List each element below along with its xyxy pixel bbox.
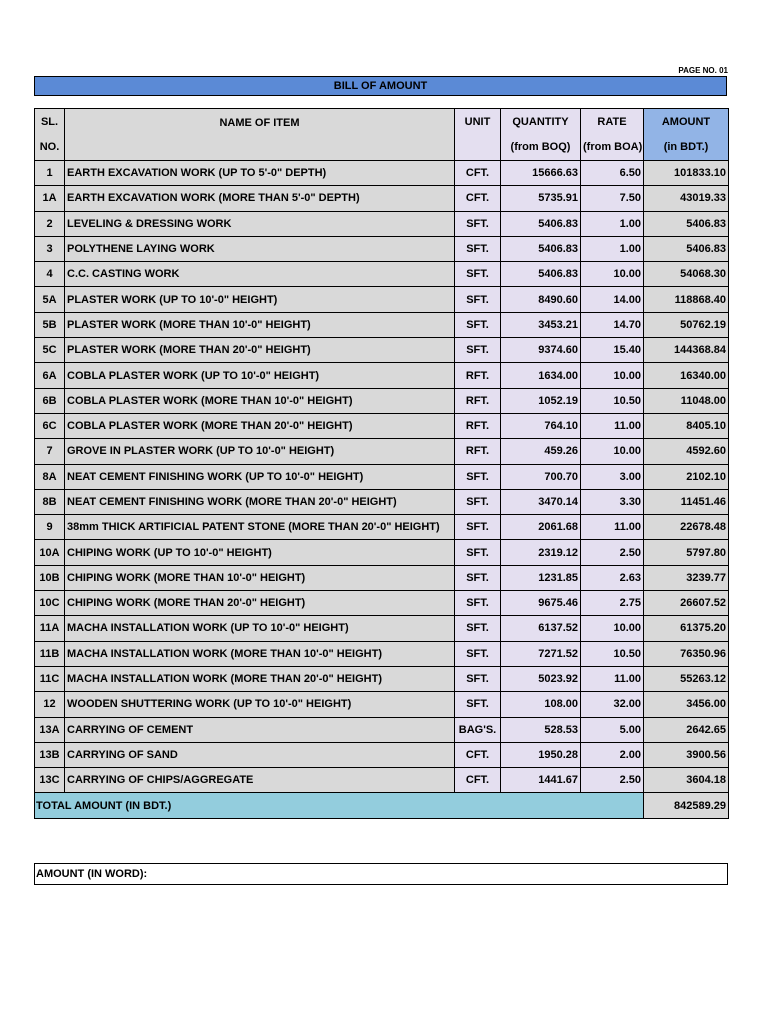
table-row xyxy=(35,211,729,236)
row-rate: 14.00 xyxy=(581,287,644,312)
row-quantity: 1950.28 xyxy=(501,742,581,767)
row-item-name: PLASTER WORK (MORE THAN 20'-0" HEIGHT) xyxy=(65,338,455,363)
row-item-name: LEVELING & DRESSING WORK xyxy=(65,211,455,236)
row-sl-no: 5B xyxy=(35,312,65,337)
row-amount: 4592.60 xyxy=(644,439,729,464)
row-sl-no: 11B xyxy=(35,641,65,666)
row-rate: 11.00 xyxy=(581,413,644,438)
row-sl-no: 1 xyxy=(35,161,65,186)
row-rate: 3.00 xyxy=(581,464,644,489)
row-amount: 101833.10 xyxy=(644,161,729,186)
header-unit: UNIT xyxy=(455,109,501,135)
table-row xyxy=(35,692,729,717)
row-rate: 32.00 xyxy=(581,692,644,717)
row-item-name: EARTH EXCAVATION WORK (MORE THAN 5'-0" DEPTH) xyxy=(65,186,455,211)
row-item-name: PLASTER WORK (UP TO 10'-0" HEIGHT) xyxy=(65,287,455,312)
table-row xyxy=(35,388,729,413)
row-quantity: 9675.46 xyxy=(501,591,581,616)
row-item-name: 38mm THICK ARTIFICIAL PATENT STONE (MORE THAN 20'-0" HEIGHT) xyxy=(65,515,455,540)
header-rate-sub: (from BOA) xyxy=(581,135,644,161)
row-sl-no: 5C xyxy=(35,338,65,363)
row-sl-no: 7 xyxy=(35,439,65,464)
row-item-name: CARRYING OF CEMENT xyxy=(65,717,455,742)
row-quantity: 8490.60 xyxy=(501,287,581,312)
row-unit: SFT. xyxy=(455,616,501,641)
row-quantity: 5023.92 xyxy=(501,666,581,691)
row-unit: CFT. xyxy=(455,742,501,767)
row-quantity: 2061.68 xyxy=(501,515,581,540)
row-unit: SFT. xyxy=(455,565,501,590)
row-sl-no: 6B xyxy=(35,388,65,413)
row-sl-no: 11A xyxy=(35,616,65,641)
row-item-name: MACHA INSTALLATION WORK (MORE THAN 10'-0" HEIGHT) xyxy=(65,641,455,666)
row-quantity: 108.00 xyxy=(501,692,581,717)
row-item-name: CHIPING WORK (UP TO 10'-0" HEIGHT) xyxy=(65,540,455,565)
row-unit: SFT. xyxy=(455,464,501,489)
row-quantity: 1441.67 xyxy=(501,768,581,793)
table-row xyxy=(35,742,729,767)
table-row xyxy=(35,161,729,186)
row-quantity: 1231.85 xyxy=(501,565,581,590)
row-unit: SFT. xyxy=(455,236,501,261)
row-amount: 2642.65 xyxy=(644,717,729,742)
row-quantity: 459.26 xyxy=(501,439,581,464)
row-item-name: WOODEN SHUTTERING WORK (UP TO 10'-0" HEIGHT) xyxy=(65,692,455,717)
table-row xyxy=(35,616,729,641)
row-quantity: 9374.60 xyxy=(501,338,581,363)
row-quantity: 3453.21 xyxy=(501,312,581,337)
table-row xyxy=(35,489,729,514)
row-unit: SFT. xyxy=(455,666,501,691)
row-rate: 2.63 xyxy=(581,565,644,590)
row-item-name: PLASTER WORK (MORE THAN 10'-0" HEIGHT) xyxy=(65,312,455,337)
row-item-name: NEAT CEMENT FINISHING WORK (UP TO 10'-0" HEIGHT) xyxy=(65,464,455,489)
table-row xyxy=(35,515,729,540)
row-rate: 1.00 xyxy=(581,211,644,236)
row-unit: RFT. xyxy=(455,388,501,413)
row-amount: 54068.30 xyxy=(644,262,729,287)
header-quantity-sub: (from BOQ) xyxy=(501,135,581,161)
row-item-name: CHIPING WORK (MORE THAN 20'-0" HEIGHT) xyxy=(65,591,455,616)
table-row xyxy=(35,717,729,742)
row-amount: 11048.00 xyxy=(644,388,729,413)
row-rate: 3.30 xyxy=(581,489,644,514)
row-item-name: NEAT CEMENT FINISHING WORK (MORE THAN 20'-0" HEIGHT) xyxy=(65,489,455,514)
row-item-name: COBLA PLASTER WORK (UP TO 10'-0" HEIGHT) xyxy=(65,363,455,388)
table-row xyxy=(35,666,729,691)
row-unit: CFT. xyxy=(455,186,501,211)
row-amount: 3604.18 xyxy=(644,768,729,793)
row-sl-no: 13B xyxy=(35,742,65,767)
total-row xyxy=(35,793,729,819)
bill-table xyxy=(34,108,729,819)
table-row xyxy=(35,591,729,616)
row-amount: 3900.56 xyxy=(644,742,729,767)
row-amount: 61375.20 xyxy=(644,616,729,641)
row-amount: 11451.46 xyxy=(644,489,729,514)
row-amount: 22678.48 xyxy=(644,515,729,540)
row-item-name: COBLA PLASTER WORK (MORE THAN 20'-0" HEIGHT) xyxy=(65,413,455,438)
row-unit: SFT. xyxy=(455,211,501,236)
row-rate: 10.00 xyxy=(581,616,644,641)
row-unit: SFT. xyxy=(455,287,501,312)
row-rate: 15.40 xyxy=(581,338,644,363)
header-row-1 xyxy=(35,109,729,135)
row-sl-no: 11C xyxy=(35,666,65,691)
page-number: PAGE NO. 01 xyxy=(678,66,728,75)
header-rate: RATE xyxy=(581,109,644,135)
amount-in-word[interactable]: AMOUNT (IN WORD): xyxy=(34,863,728,885)
row-quantity: 700.70 xyxy=(501,464,581,489)
row-rate: 5.00 xyxy=(581,717,644,742)
row-unit: SFT. xyxy=(455,692,501,717)
row-rate: 2.50 xyxy=(581,540,644,565)
row-quantity: 6137.52 xyxy=(501,616,581,641)
row-sl-no: 13A xyxy=(35,717,65,742)
header-sl: SL. xyxy=(35,109,65,135)
row-unit: SFT. xyxy=(455,515,501,540)
row-quantity: 1052.19 xyxy=(501,388,581,413)
table-row xyxy=(35,186,729,211)
row-sl-no: 1A xyxy=(35,186,65,211)
document-title: BILL OF AMOUNT xyxy=(34,76,727,96)
total-label: TOTAL AMOUNT (IN BDT.) xyxy=(35,793,644,819)
row-unit: SFT. xyxy=(455,540,501,565)
row-sl-no: 10C xyxy=(35,591,65,616)
row-quantity: 528.53 xyxy=(501,717,581,742)
table-row xyxy=(35,312,729,337)
row-amount: 43019.33 xyxy=(644,186,729,211)
header-unit-sub xyxy=(455,135,501,161)
row-rate: 2.00 xyxy=(581,742,644,767)
row-sl-no: 6A xyxy=(35,363,65,388)
row-amount: 16340.00 xyxy=(644,363,729,388)
row-unit: RFT. xyxy=(455,439,501,464)
row-item-name: CHIPING WORK (MORE THAN 10'-0" HEIGHT) xyxy=(65,565,455,590)
row-unit: SFT. xyxy=(455,641,501,666)
row-sl-no: 12 xyxy=(35,692,65,717)
row-amount: 5797.80 xyxy=(644,540,729,565)
row-quantity: 5735.91 xyxy=(501,186,581,211)
row-item-name: CARRYING OF CHIPS/AGGREGATE xyxy=(65,768,455,793)
row-sl-no: 10A xyxy=(35,540,65,565)
row-item-name: CARRYING OF SAND xyxy=(65,742,455,767)
row-amount: 5406.83 xyxy=(644,211,729,236)
row-rate: 7.50 xyxy=(581,186,644,211)
row-rate: 10.50 xyxy=(581,388,644,413)
table-row xyxy=(35,287,729,312)
row-rate: 11.00 xyxy=(581,666,644,691)
row-amount: 144368.84 xyxy=(644,338,729,363)
row-item-name: C.C. CASTING WORK xyxy=(65,262,455,287)
table-row xyxy=(35,262,729,287)
row-quantity: 1634.00 xyxy=(501,363,581,388)
header-amount-sub: (in BDT.) xyxy=(644,135,729,161)
table-row xyxy=(35,236,729,261)
row-rate: 10.00 xyxy=(581,262,644,287)
table-row xyxy=(35,413,729,438)
row-rate: 6.50 xyxy=(581,161,644,186)
row-quantity: 764.10 xyxy=(501,413,581,438)
row-rate: 10.50 xyxy=(581,641,644,666)
row-sl-no: 6C xyxy=(35,413,65,438)
row-rate: 10.00 xyxy=(581,363,644,388)
row-quantity: 5406.83 xyxy=(501,262,581,287)
table-row xyxy=(35,464,729,489)
table-row xyxy=(35,540,729,565)
row-unit: SFT. xyxy=(455,591,501,616)
row-sl-no: 9 xyxy=(35,515,65,540)
row-amount: 50762.19 xyxy=(644,312,729,337)
row-unit: BAG'S. xyxy=(455,717,501,742)
table-row xyxy=(35,338,729,363)
row-unit: SFT. xyxy=(455,312,501,337)
row-rate: 14.70 xyxy=(581,312,644,337)
table-row xyxy=(35,768,729,793)
row-unit: SFT. xyxy=(455,262,501,287)
header-sl-no: NO. xyxy=(35,135,65,161)
row-item-name: EARTH EXCAVATION WORK (UP TO 5'-0" DEPTH) xyxy=(65,161,455,186)
table-row xyxy=(35,565,729,590)
row-sl-no: 4 xyxy=(35,262,65,287)
row-amount: 55263.12 xyxy=(644,666,729,691)
row-sl-no: 2 xyxy=(35,211,65,236)
header-quantity: QUANTITY xyxy=(501,109,581,135)
row-amount: 8405.10 xyxy=(644,413,729,438)
row-quantity: 5406.83 xyxy=(501,211,581,236)
row-rate: 1.00 xyxy=(581,236,644,261)
header-name: NAME OF ITEM xyxy=(65,109,455,161)
row-sl-no: 8A xyxy=(35,464,65,489)
row-sl-no: 5A xyxy=(35,287,65,312)
row-amount: 3456.00 xyxy=(644,692,729,717)
row-rate: 11.00 xyxy=(581,515,644,540)
row-unit: SFT. xyxy=(455,338,501,363)
row-amount: 2102.10 xyxy=(644,464,729,489)
row-unit: CFT. xyxy=(455,768,501,793)
row-quantity: 2319.12 xyxy=(501,540,581,565)
row-sl-no: 13C xyxy=(35,768,65,793)
row-unit: RFT. xyxy=(455,413,501,438)
row-amount: 26607.52 xyxy=(644,591,729,616)
table-row xyxy=(35,363,729,388)
row-sl-no: 10B xyxy=(35,565,65,590)
row-quantity: 3470.14 xyxy=(501,489,581,514)
row-amount: 76350.96 xyxy=(644,641,729,666)
total-value: 842589.29 xyxy=(644,793,729,819)
item-rows xyxy=(35,161,729,793)
row-item-name: MACHA INSTALLATION WORK (UP TO 10'-0" HEIGHT) xyxy=(65,616,455,641)
header-amount: AMOUNT xyxy=(644,109,729,135)
row-item-name: GROVE IN PLASTER WORK (UP TO 10'-0" HEIGHT) xyxy=(65,439,455,464)
row-item-name: POLYTHENE LAYING WORK xyxy=(65,236,455,261)
row-sl-no: 8B xyxy=(35,489,65,514)
row-quantity: 7271.52 xyxy=(501,641,581,666)
row-quantity: 5406.83 xyxy=(501,236,581,261)
row-amount: 5406.83 xyxy=(644,236,729,261)
row-sl-no: 3 xyxy=(35,236,65,261)
row-rate: 2.75 xyxy=(581,591,644,616)
row-quantity: 15666.63 xyxy=(501,161,581,186)
row-rate: 10.00 xyxy=(581,439,644,464)
row-item-name: COBLA PLASTER WORK (MORE THAN 10'-0" HEIGHT) xyxy=(65,388,455,413)
row-unit: SFT. xyxy=(455,489,501,514)
table-row xyxy=(35,439,729,464)
row-rate: 2.50 xyxy=(581,768,644,793)
row-amount: 3239.77 xyxy=(644,565,729,590)
row-unit: RFT. xyxy=(455,363,501,388)
row-item-name: MACHA INSTALLATION WORK (MORE THAN 20'-0" HEIGHT) xyxy=(65,666,455,691)
table-row xyxy=(35,641,729,666)
row-unit: CFT. xyxy=(455,161,501,186)
row-amount: 118868.40 xyxy=(644,287,729,312)
